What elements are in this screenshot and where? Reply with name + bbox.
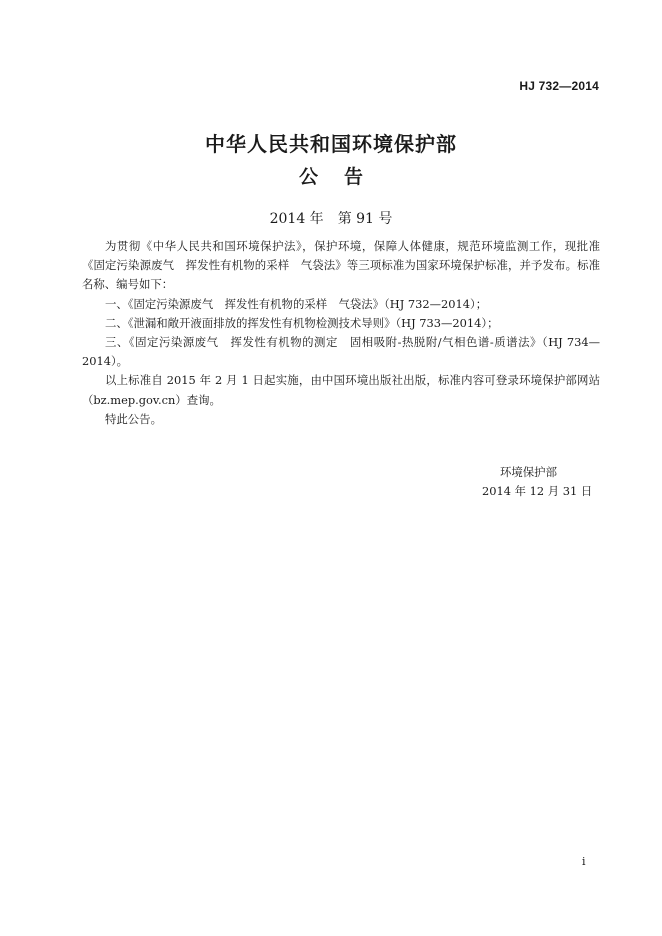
notice-number: 第 91 号 (337, 211, 393, 227)
notice-subtitle: 公告 (298, 166, 389, 188)
notice-title: 中华人民共和国环境保护部 (205, 132, 457, 156)
issue-date: 2014 年 12 月 31 日 (482, 484, 593, 498)
implementation-paragraph: 以上标准自 2015 年 2 月 1 日起实施，由中国环境出版社出版，标准内容可登录环境保护部网站（bz.mep.gov.cn）查询。 (82, 373, 600, 407)
closing-paragraph: 特此公告。 (105, 411, 162, 426)
page-number: i (582, 855, 586, 868)
notice-body (82, 237, 600, 429)
standard-item-1: 一、《固定污染源废气 挥发性有机物的采样 气袋法》（HJ 732—2014）； (105, 296, 488, 311)
standard-item-2: 二、《泄漏和敞开液面排放的挥发性有机物检测技术导则》（HJ 733—2014）； (105, 315, 499, 330)
intro-paragraph: 为贯彻《中华人民共和国环境保护法》，保护环境，保障人体健康，规范环境监测工作，现批准《固定污染源废气 挥发性有机物的采样 气袋法》等三项标准为国家环境保护标准，并予发布。标准名称、编号如下： (82, 239, 600, 292)
standard-item-3: 三、《固定污染源废气 挥发性有机物的测定 固相吸附-热脱附/气相色谱-质谱法》（HJ 734—2014）。 (82, 335, 600, 369)
notice-issue-line (0, 208, 662, 228)
notice-year: 2014 年 (269, 211, 324, 227)
standard-code: HJ 732—2014 (519, 79, 599, 93)
issuer-name: 环境保护部 (500, 465, 557, 479)
